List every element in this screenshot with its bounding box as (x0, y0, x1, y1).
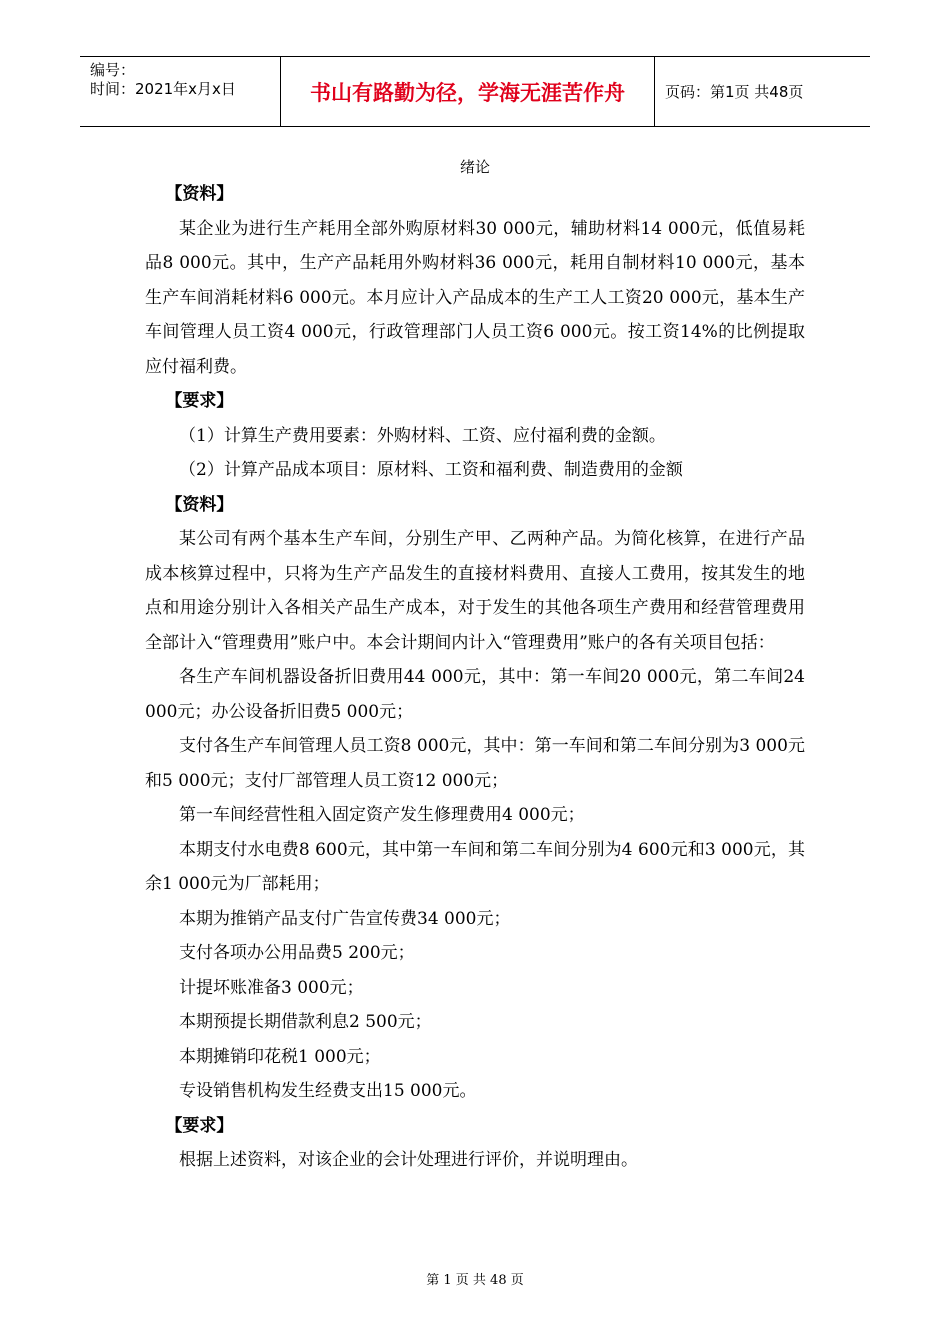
paragraph: 支付各生产车间管理人员工资8 000元，其中：第一车间和第二车间分别为3 000元和5 000元；支付厂部管理人员工资12 000元； (145, 736, 805, 791)
paragraph: 本期预提长期借款利息2 500元； (179, 1012, 432, 1032)
header-page-info: 页码：第1页 共48页 (665, 83, 804, 101)
paragraph: 本期为推销产品支付广告宣传费34 000元； (179, 908, 511, 929)
document-number-label: 编号： (90, 61, 136, 79)
paragraph: 本期摊销印花税1 000元； (179, 1046, 381, 1067)
header-motto: 书山有路勤为径，学海无涯苦作舟 (281, 57, 655, 126)
page-header (80, 56, 870, 127)
section-heading: 【资料】 (165, 184, 234, 204)
paragraph: （1）计算生产费用要素：外购材料、工资、应付福利费的金额。 (179, 425, 666, 446)
section-heading: 【要求】 (165, 391, 234, 411)
header-meta (80, 57, 281, 126)
paragraph: 各生产车间机器设备折旧费用44 000元，其中：第一车间20 000元，第二车间24 000元；办公设备折旧费5 000元； (145, 667, 805, 722)
section-heading: 【要求】 (165, 1115, 234, 1136)
paragraph: （2）计算产品成本项目：原材料、工资和福利费、制造费用的金额 (179, 460, 683, 480)
paragraph: 计提坏账准备3 000元； (179, 977, 364, 998)
section-heading: 【资料】 (165, 494, 234, 515)
paragraph: 某公司有两个基本生产车间，分别生产甲、乙两种产品。为简化核算，在进行产品成本核算过程中，只将为生产产品发生的直接材料费用、直接人工费用，按其发生的地点和用途分别计入各相关产品生产成本，对于发生的其他各项生产费用和经营管理费用全部计入“管理费用”账户中。本会计期间内计入“管理费用”账户的各有关项目包括： (145, 529, 805, 653)
paragraph: 某企业为进行生产耗用全部外购原材料30 000元，辅助材料14 000元，低值易耗品8 000元。其中，生产产品耗用外购材料36 000元，耗用自制材料10 000元，基本生产车间消耗材料6 000元。本月应计入产品成本的生产工人工资20 000元，基本生产车间管理人员工资4 000元，行政管理部门人员工资6 000元。按工资14%的比例提取应付福利费。 (145, 218, 805, 377)
page-title: 绪论 (459, 158, 490, 176)
page-footer: 第 1 页 共 48 页 (426, 1273, 524, 1288)
document-body (145, 177, 805, 1178)
paragraph: 专设销售机构发生经费支出15 000元。 (179, 1081, 477, 1101)
paragraph: 第一车间经营性租入固定资产发生修理费用4 000元； (179, 805, 585, 825)
paragraph: 本期支付水电费8 600元，其中第一车间和第二车间分别为4 600元和3 000元，其余1 000元为厂部耗用； (145, 839, 805, 894)
document-date: 时间：2021年x月x日 (90, 80, 236, 98)
paragraph: 支付各项办公用品费5 200元； (179, 943, 415, 963)
paragraph: 根据上述资料，对该企业的会计处理进行评价，并说明理由。 (179, 1150, 638, 1170)
